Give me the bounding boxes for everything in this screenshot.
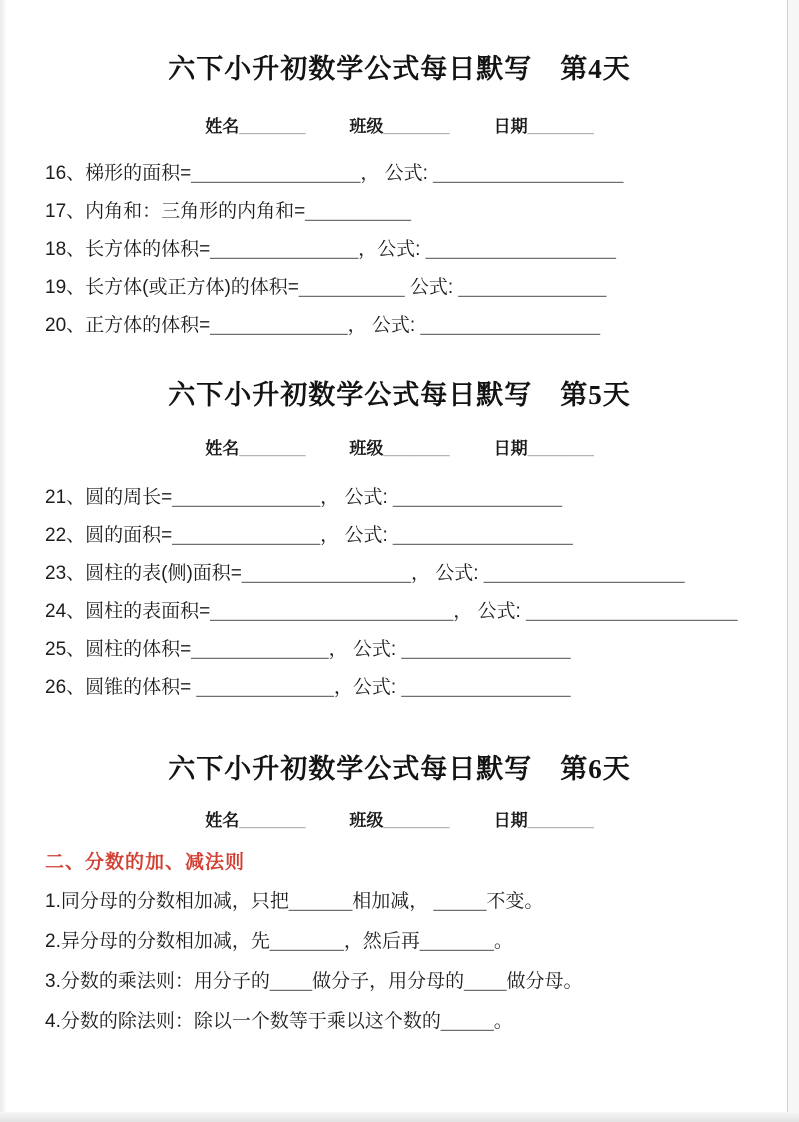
rule-list-day-6 (0, 890, 799, 1033)
name-class-date-row (0, 116, 799, 138)
page-right-edge (787, 0, 799, 1122)
date-field: 日期_______ (493, 117, 594, 136)
section-title-day-5: 六下小升初数学公式每日默写 第5天 (168, 380, 631, 410)
question-line-17: 17、内角和：三角形的内角和=__________ (45, 201, 411, 222)
question-list-day-4 (0, 162, 799, 337)
question-line-23: 23、圆柱的表(侧)面积=________________， 公式: ___________________ (45, 563, 685, 584)
class-field: 班级_______ (349, 439, 450, 458)
name-class-date-row (0, 438, 799, 460)
question-line-21: 21、圆的周长=______________， 公式: ________________ (45, 487, 563, 508)
date-field: 日期_______ (493, 811, 594, 830)
name-field: 姓名_______ (205, 811, 306, 830)
class-field: 班级_______ (349, 811, 450, 830)
question-line-16: 16、梯形的面积=________________， 公式: __________________ (45, 163, 624, 184)
page-left-edge (0, 0, 7, 1122)
question-line-24: 24、圆柱的表面积=_______________________， 公式: ____________________ (45, 601, 738, 622)
question-line-19: 19、长方体(或正方体)的体积=__________ 公式: ______________ (45, 277, 607, 298)
fraction-rules-heading: 二、分数的加、减法则 (45, 852, 246, 873)
rule-line-4: 4.分数的除法则：除以一个数等于乘以这个数的_____。 (45, 1011, 513, 1032)
section-day-5 (0, 378, 799, 699)
rule-line-3: 3.分数的乘法则：用分子的____做分子，用分母的____做分母。 (45, 971, 583, 992)
question-line-22: 22、圆的面积=______________， 公式: _________________ (45, 525, 573, 546)
name-field: 姓名_______ (205, 439, 306, 458)
section-day-4 (0, 52, 799, 337)
section-title-day-4: 六下小升初数学公式每日默写 第4天 (168, 54, 631, 84)
rule-line-1: 1.同分母的分数相加减，只把______相加减， _____不变。 (45, 891, 544, 912)
page-bottom-edge (0, 1112, 799, 1122)
class-field: 班级_______ (349, 117, 450, 136)
section-day-6 (0, 752, 799, 1033)
question-line-25: 25、圆柱的体积=_____________， 公式: ________________ (45, 639, 571, 660)
question-line-26: 26、圆锥的体积= _____________，公式: ________________ (45, 677, 571, 698)
name-class-date-row (0, 810, 799, 832)
date-field: 日期_______ (493, 439, 594, 458)
name-field: 姓名_______ (205, 117, 306, 136)
section-title-day-6: 六下小升初数学公式每日默写 第6天 (168, 754, 631, 784)
question-line-20: 20、正方体的体积=_____________， 公式: _________________ (45, 315, 601, 336)
question-list-day-5 (0, 486, 799, 699)
question-line-18: 18、长方体的体积=______________，公式: __________________ (45, 239, 616, 260)
rule-line-2: 2.异分母的分数相加减，先_______，然后再_______。 (45, 931, 513, 952)
